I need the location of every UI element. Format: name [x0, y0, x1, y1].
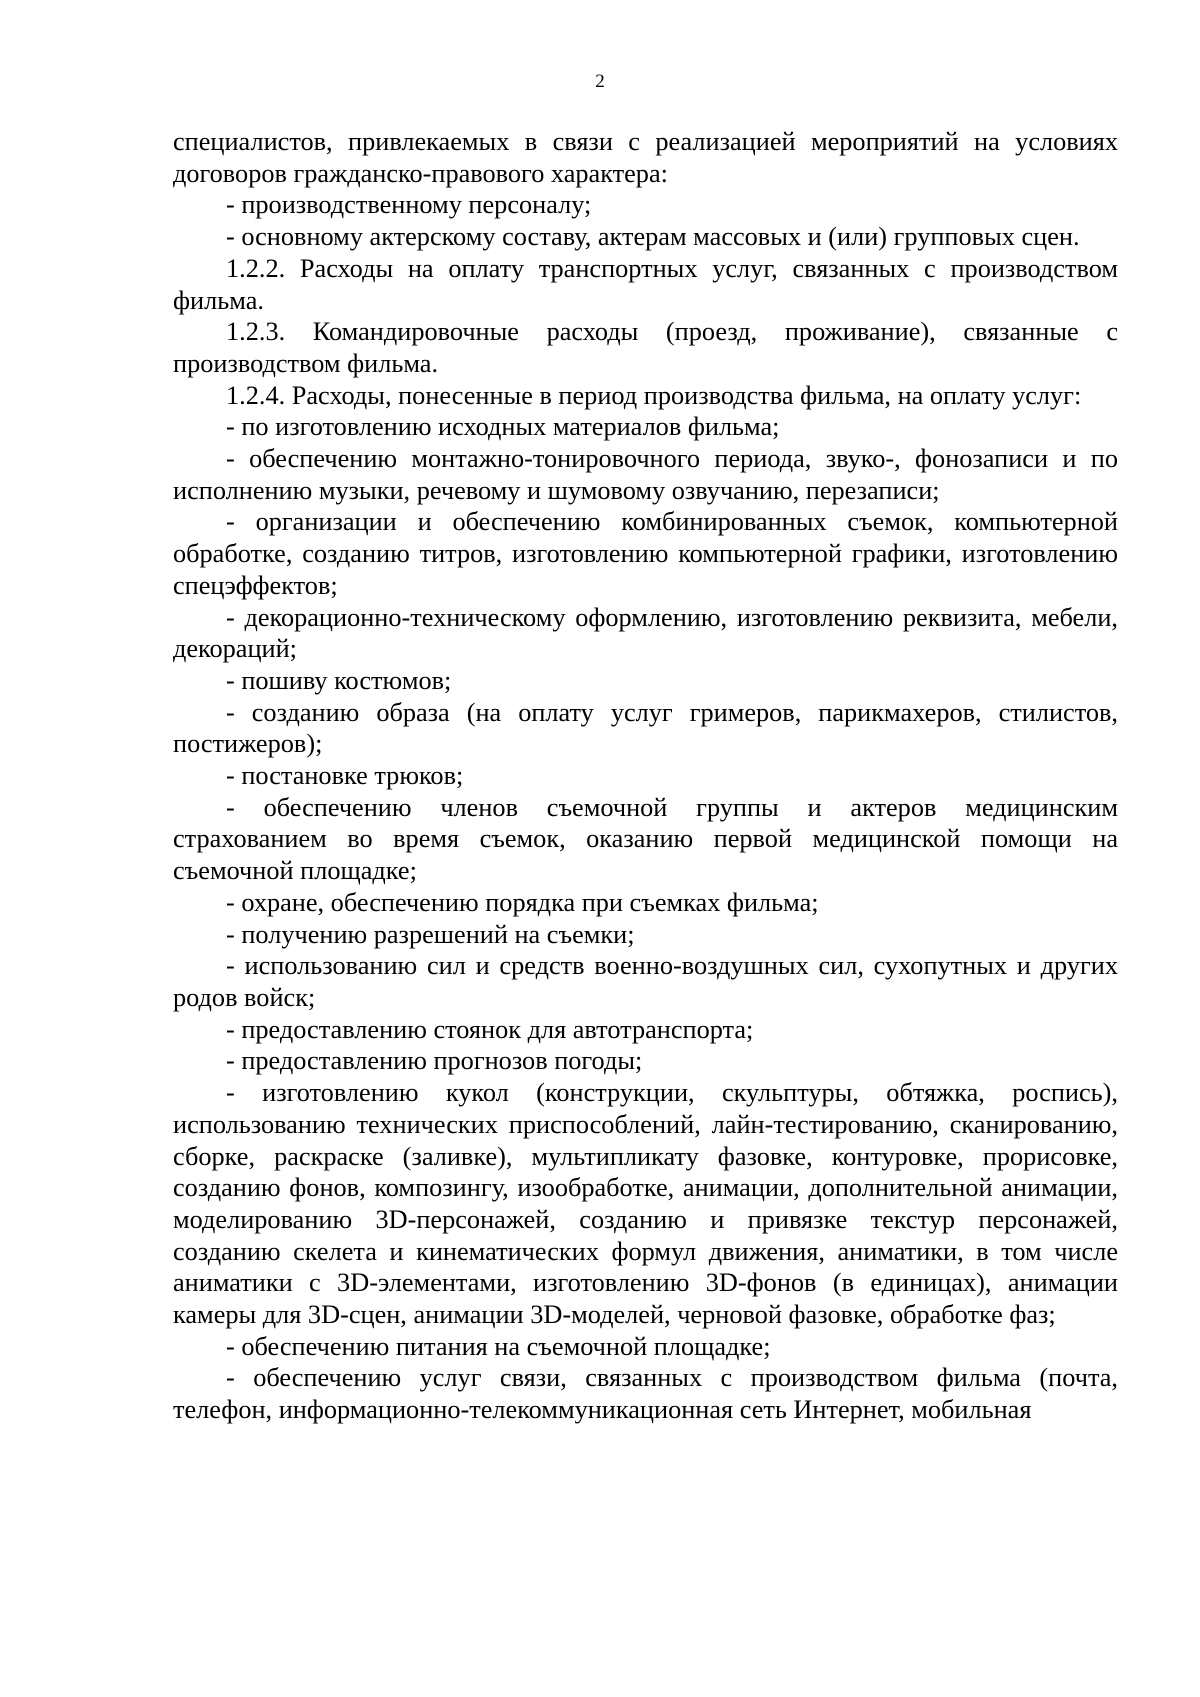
list-item-stunts: - постановке трюков;	[226, 761, 464, 791]
list-item-animation: - изготовлению кукол (конструкции, скульптуры, обтяжка, роспись), использованию технических приспособлений, лайн-тестированию, сканированию, сборке, раскраске (заливке), мультипликату фазовке, контуровке, прорисовке, созданию фонов, композингу, изообработке, анимации, дополнительной анимации, моделированию 3D-персонажей, созданию и привязке текстур персонажей, созданию скелета и кинематических формул движения, аниматики, в том числе аниматики с 3D-элементами, изготовлению 3D-фонов (в единицах), анимации камеры для 3D-сцен, анимации 3D-моделей, черновой фазовке, обработке фаз;	[173, 1078, 1118, 1330]
list-item-combined-shooting: - организации и обеспечению комбинированных съемок, компьютерной обработке, созданию титров, изготовлению компьютерной графики, изготовлению спецэффектов;	[173, 507, 1118, 600]
list-item-catering: - обеспечению питания на съемочной площадке;	[226, 1331, 771, 1361]
list-item-communications: - обеспечению услуг связи, связанных с производством фильма (почта, телефон, информационно-телекоммуникационная сеть Интернет, мобильная	[173, 1363, 1118, 1425]
list-item-military: - использованию сил и средств военно-воздушных сил, сухопутных и других родов войск;	[173, 951, 1118, 1012]
list-item-weather: - предоставлению прогнозов погоды;	[226, 1046, 643, 1076]
list-item-main-cast: - основному актерскому составу, актерам массовых и (или) групповых сцен.	[226, 222, 1080, 252]
list-item-production-staff: - производственному персоналу;	[226, 190, 592, 220]
list-item-permits: - получению разрешений на съемки;	[226, 919, 635, 949]
list-item-image-creation: - созданию образа (на оплату услуг гримеров, парикмахеров, стилистов, постижеров);	[173, 697, 1118, 759]
list-item-source-materials: - по изготовлению исходных материалов фильма;	[226, 412, 780, 442]
clause-1-2-2: 1.2.2. Расходы на оплату транспортных услуг, связанных с производством фильма.	[173, 253, 1118, 315]
list-item-decoration: - декорационно-техническому оформлению, изготовлению реквизита, мебели, декораций;	[173, 602, 1118, 664]
document-body	[173, 126, 1118, 1426]
list-item-editing-sound: - обеспечению монтажно-тонировочного периода, звуко-, фонозаписи и по исполнению музыки, речевому и шумовому озвучанию, перезаписи;	[173, 444, 1118, 505]
list-item-costumes: - пошиву костюмов;	[226, 665, 452, 695]
clause-1-2-3: 1.2.3. Командировочные расходы (проезд, проживание), связанные с производством фильма.	[173, 317, 1118, 378]
clause-1-2-4: 1.2.4. Расходы, понесенные в период производства фильма, на оплату услуг:	[226, 380, 1082, 410]
list-item-medical-insurance: - обеспечению членов съемочной группы и актеров медицинским страхованием во время съемок, оказанию первой медицинской помощи на съемочной площадке;	[173, 792, 1118, 886]
paragraph-continuation: специалистов, привлекаемых в связи с реализацией мероприятий на условиях договоров гражданско-правового характера:	[173, 127, 1118, 188]
list-item-parking: - предоставлению стоянок для автотранспорта;	[226, 1014, 754, 1044]
page-number: 2	[595, 71, 605, 92]
list-item-security: - охране, обеспечению порядка при съемках фильма;	[226, 887, 819, 917]
